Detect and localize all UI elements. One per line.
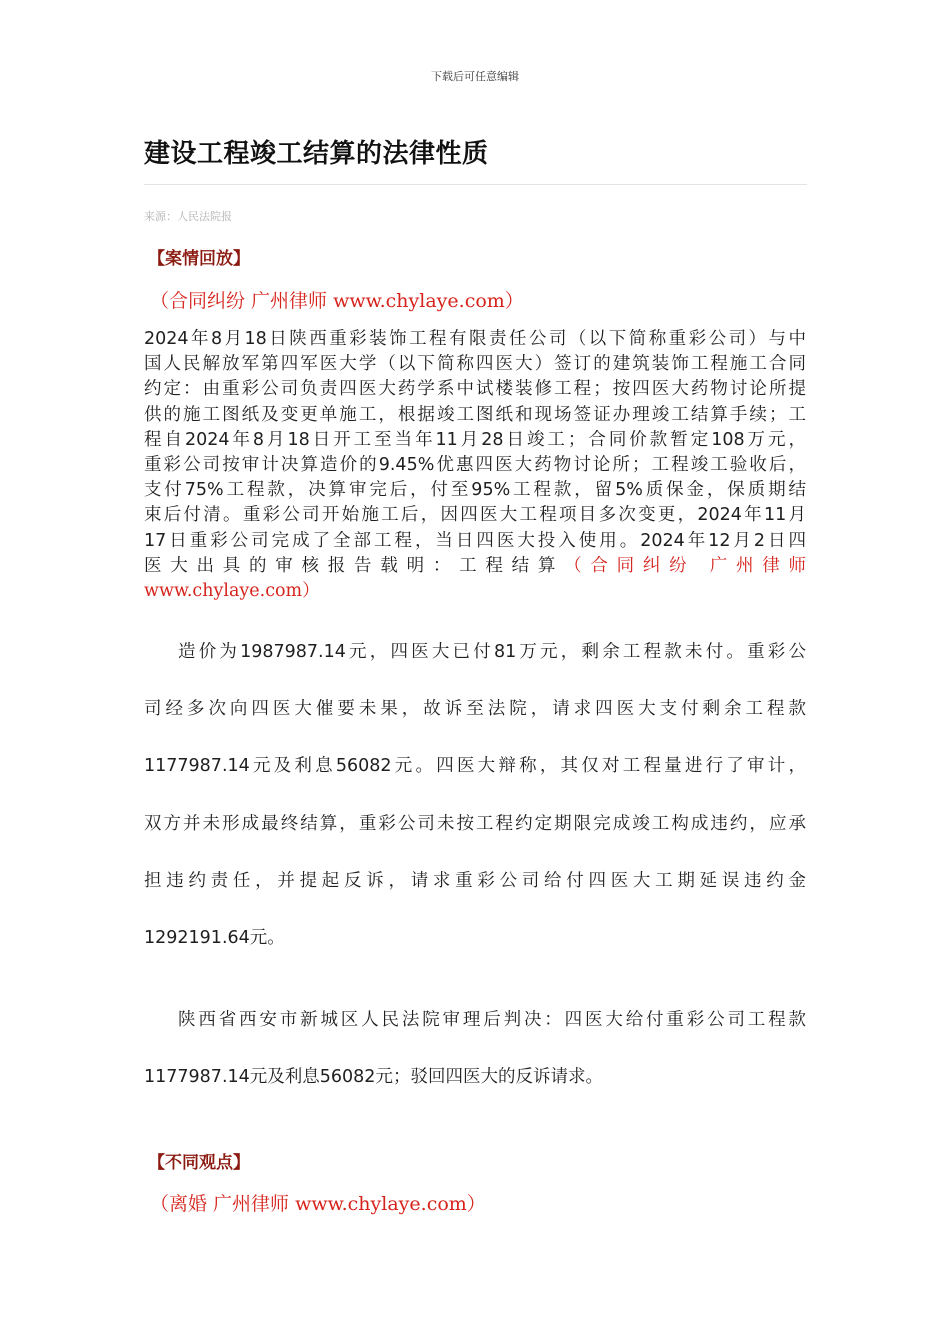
paragraph-line-mixed: [144, 554, 806, 579]
paragraph-line: 担违约责任，并提起反诉，请求重彩公司给付四医大工期延误违约金: [144, 870, 806, 891]
paragraph-line: 约定：由重彩公司负责四医大药学系中试楼装修工程；按四医大药物讨论所提: [144, 379, 806, 400]
section-heading-case-review: 【案情回放】: [148, 249, 250, 269]
paragraph-line: 程自2024年8月18日开工至当年11月28日竣工；合同价款暂定108万元，: [144, 429, 806, 450]
paragraph-line: 司经多次向四医大催要未果，故诉至法院，请求四医大支付剩余工程款: [144, 699, 806, 720]
paragraph-line: 17日重彩公司完成了全部工程，当日四医大投入使用。2024年12月2日四: [144, 530, 806, 551]
section-heading-different-views: 【不同观点】: [148, 1153, 250, 1173]
paragraph-line: 支付75%工程款，决算审完后，付至95%工程款，留5%质保金，保质期结: [144, 480, 806, 501]
paragraph-line: 造价为1987987.14元，四医大已付81万元，剩余工程款未付。重彩公: [178, 642, 806, 662]
paragraph-dispute: [144, 624, 806, 967]
promo-line-case-review: （合同纠纷 广州律师 www.chylaye.com）: [150, 290, 524, 312]
paragraph-line: 国人民解放军第四军医大学（以下简称四医大）签订的建筑装饰工程施工合同: [144, 354, 806, 375]
promo-inline: （合同纠纷 广州律师: [564, 555, 807, 576]
title-divider: [144, 184, 807, 185]
paragraph-line: 束后付清。重彩公司开始施工后，因四医大工程项目多次变更，2024年11月: [144, 505, 806, 526]
paragraph-line: 1177987.14元及利息56082元。四医大辩称，其仅对工程量进行了审计，: [144, 756, 806, 777]
article-source: 来源：人民法院报: [144, 210, 232, 223]
paragraph-line: 2024年8月18日陕西重彩装饰工程有限责任公司（以下简称重彩公司）与中: [144, 329, 806, 349]
paragraph-line: 供的施工图纸及变更单施工，根据竣工图纸和现场签证办理竣工结算手续；工: [144, 404, 806, 425]
header-note: 下载后可任意编辑: [431, 70, 519, 83]
paragraph-line: 1177987.14元及利息56082元；驳回四医大的反诉请求。: [144, 1067, 603, 1088]
paragraph-line: 重彩公司按审计决算造价的9.45%优惠四医大药物讨论所；工程竣工验收后，: [144, 455, 806, 476]
article-title: 建设工程竣工结算的法律性质: [144, 139, 489, 169]
paragraph-line: 陕西省西安市新城区人民法院审理后判决：四医大给付重彩公司工程款: [178, 1010, 806, 1030]
paragraph-line: 1292191.64元。: [144, 927, 285, 948]
paragraph-line: 双方并未形成最终结算，重彩公司未按工程约定期限完成竣工构成违约，应承: [144, 813, 806, 834]
promo-line-different-views: （离婚 广州律师 www.chylaye.com）: [150, 1193, 486, 1215]
paragraph-judgment: [144, 992, 806, 1106]
paragraph-case-facts: [144, 327, 806, 604]
promo-inline-url: www.chylaye.com）: [144, 581, 320, 602]
paragraph-text: 医大出具的审核报告载明：工程结算: [144, 555, 565, 576]
